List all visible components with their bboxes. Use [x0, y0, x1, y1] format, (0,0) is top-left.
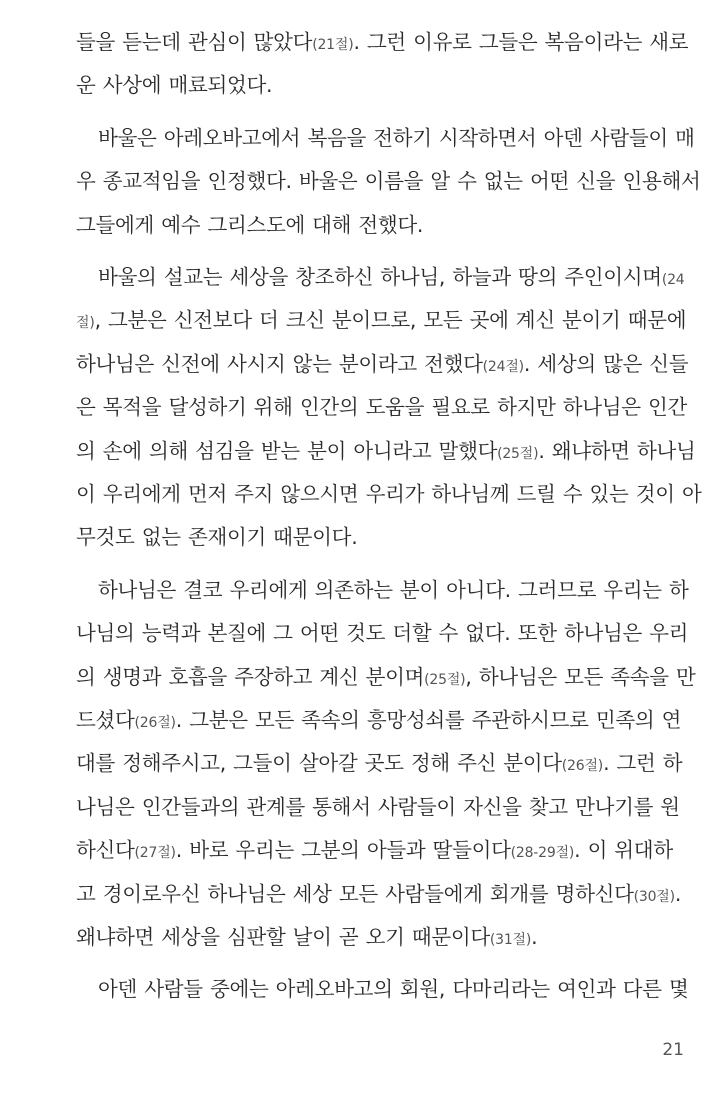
- verse-reference: (28-29절): [510, 845, 575, 862]
- text-segment: 우 종교적임을 인정했다. 바울은 이름을 알 수 없는 어떤 신을 인용해서: [76, 169, 701, 194]
- text-segment: 운 사상에 매료되었다.: [76, 73, 273, 98]
- text-segment: 나님의 능력과 본질에 그 어떤 것도 더할 수 없다. 또한 하나님은 우리: [76, 621, 689, 646]
- text-line: [76, 161, 701, 201]
- text-segment: 의 손에 의해 섬김을 받는 분이 아니라고 말했다: [76, 438, 498, 463]
- text-segment: 아덴 사람들 중에는 아레오바고의 회원, 다마리라는 여인과 다른 몇: [98, 977, 689, 1002]
- text-line: [76, 474, 702, 514]
- text-segment: 의 생명과 호흡을 주장하고 계신 분이며: [76, 664, 425, 689]
- text-segment: 나님은 인간들과의 관계를 통해서 사람들이 자신을 찾고 만나기를 원: [76, 794, 680, 819]
- text-line: [76, 830, 673, 870]
- text-line: [76, 613, 689, 653]
- text-segment: 무것도 없는 존재이기 때문이다.: [76, 525, 358, 550]
- text-segment: 고 경이로우신 하나님은 세상 모든 사람들에게 회개를 명하신다: [76, 881, 634, 906]
- verse-reference: 절): [76, 315, 95, 332]
- text-segment: .: [531, 925, 538, 949]
- text-segment: . 왜냐하면 하나님: [538, 438, 696, 463]
- page-number: 21: [662, 1040, 684, 1060]
- text-line: [76, 787, 680, 827]
- text-segment: 들을 듣는데 관심이 많았다: [76, 30, 313, 54]
- verse-reference: (30절): [633, 888, 675, 905]
- text-line: [76, 743, 683, 783]
- text-line: [76, 657, 696, 697]
- text-segment: . 이 위대하: [574, 838, 673, 863]
- text-line: [76, 300, 687, 340]
- text-segment: 왜냐하면 세상을 심판할 날이 곧 오기 때문이다: [76, 925, 490, 949]
- text-segment: 은 목적을 달성하기 위해 인간의 도움을 필요로 하지만 하나님은 인간: [76, 395, 688, 420]
- text-segment: . 그분은 모든 족속의 흥망성쇠를 주관하시므로 민족의 연: [175, 708, 682, 732]
- verse-reference: (31절): [489, 932, 532, 948]
- text-segment: . 바로 우리는 그분의 아들과 딸들이다: [175, 838, 511, 863]
- text-segment: 바울은 아레오바고에서 복음을 전하기 시작하면서 아덴 사람들이 매: [98, 125, 695, 150]
- text-line: [76, 22, 689, 62]
- text-line: [76, 344, 689, 384]
- verse-reference: (24: [661, 272, 685, 288]
- text-line: [76, 917, 662, 957]
- verse-reference: (27절): [134, 845, 176, 862]
- text-line: [76, 205, 662, 245]
- verse-reference: (21절): [312, 37, 354, 53]
- verse-reference: (25절): [424, 671, 466, 688]
- text-segment: . 그런 이유로 그들은 복음이라는 새로: [353, 30, 689, 54]
- text-line: [76, 570, 689, 610]
- text-segment: .: [674, 881, 682, 906]
- text-segment: 바울의 설교는 세상을 창조하신 하나님, 하늘과 땅의 주인이시며: [98, 265, 662, 289]
- text-line: [76, 969, 689, 1009]
- text-segment: , 그분은 신전보다 더 크신 분이므로, 모든 곳에 계신 분이기 때문에: [94, 308, 687, 333]
- text-line: [76, 257, 685, 297]
- verse-reference: (26절): [134, 715, 176, 731]
- text-line: [76, 387, 688, 427]
- text-line: [76, 517, 662, 557]
- text-segment: 드셨다: [76, 708, 135, 732]
- text-segment: 이 우리에게 먼저 주지 않으시면 우리가 하나님께 드릴 수 있는 것이 아: [76, 482, 702, 506]
- verse-reference: (24절): [482, 358, 524, 375]
- text-line: [76, 65, 662, 105]
- text-line: [76, 700, 682, 740]
- text-segment: , 하나님은 모든 족속을 만: [465, 664, 696, 689]
- text-segment: 대를 정해주시고, 그들이 살아갈 곳도 정해 주신 분이다: [76, 751, 562, 776]
- text-segment: 하신다: [76, 838, 135, 863]
- text-segment: 그들에게 예수 그리스도에 대해 전했다.: [76, 212, 424, 237]
- text-line: [76, 118, 695, 158]
- verse-reference: (25절): [497, 445, 539, 462]
- verse-reference: (26절): [561, 758, 604, 775]
- text-segment: . 세상의 많은 신들: [523, 351, 689, 376]
- text-line: [76, 431, 696, 471]
- text-segment: 하나님은 신전에 사시지 않는 분이라고 전했다: [76, 351, 483, 376]
- text-segment: . 그런 하: [603, 751, 683, 776]
- text-segment: 하나님은 결코 우리에게 의존하는 분이 아니다. 그러므로 우리는 하: [98, 577, 689, 602]
- text-line: [76, 874, 682, 914]
